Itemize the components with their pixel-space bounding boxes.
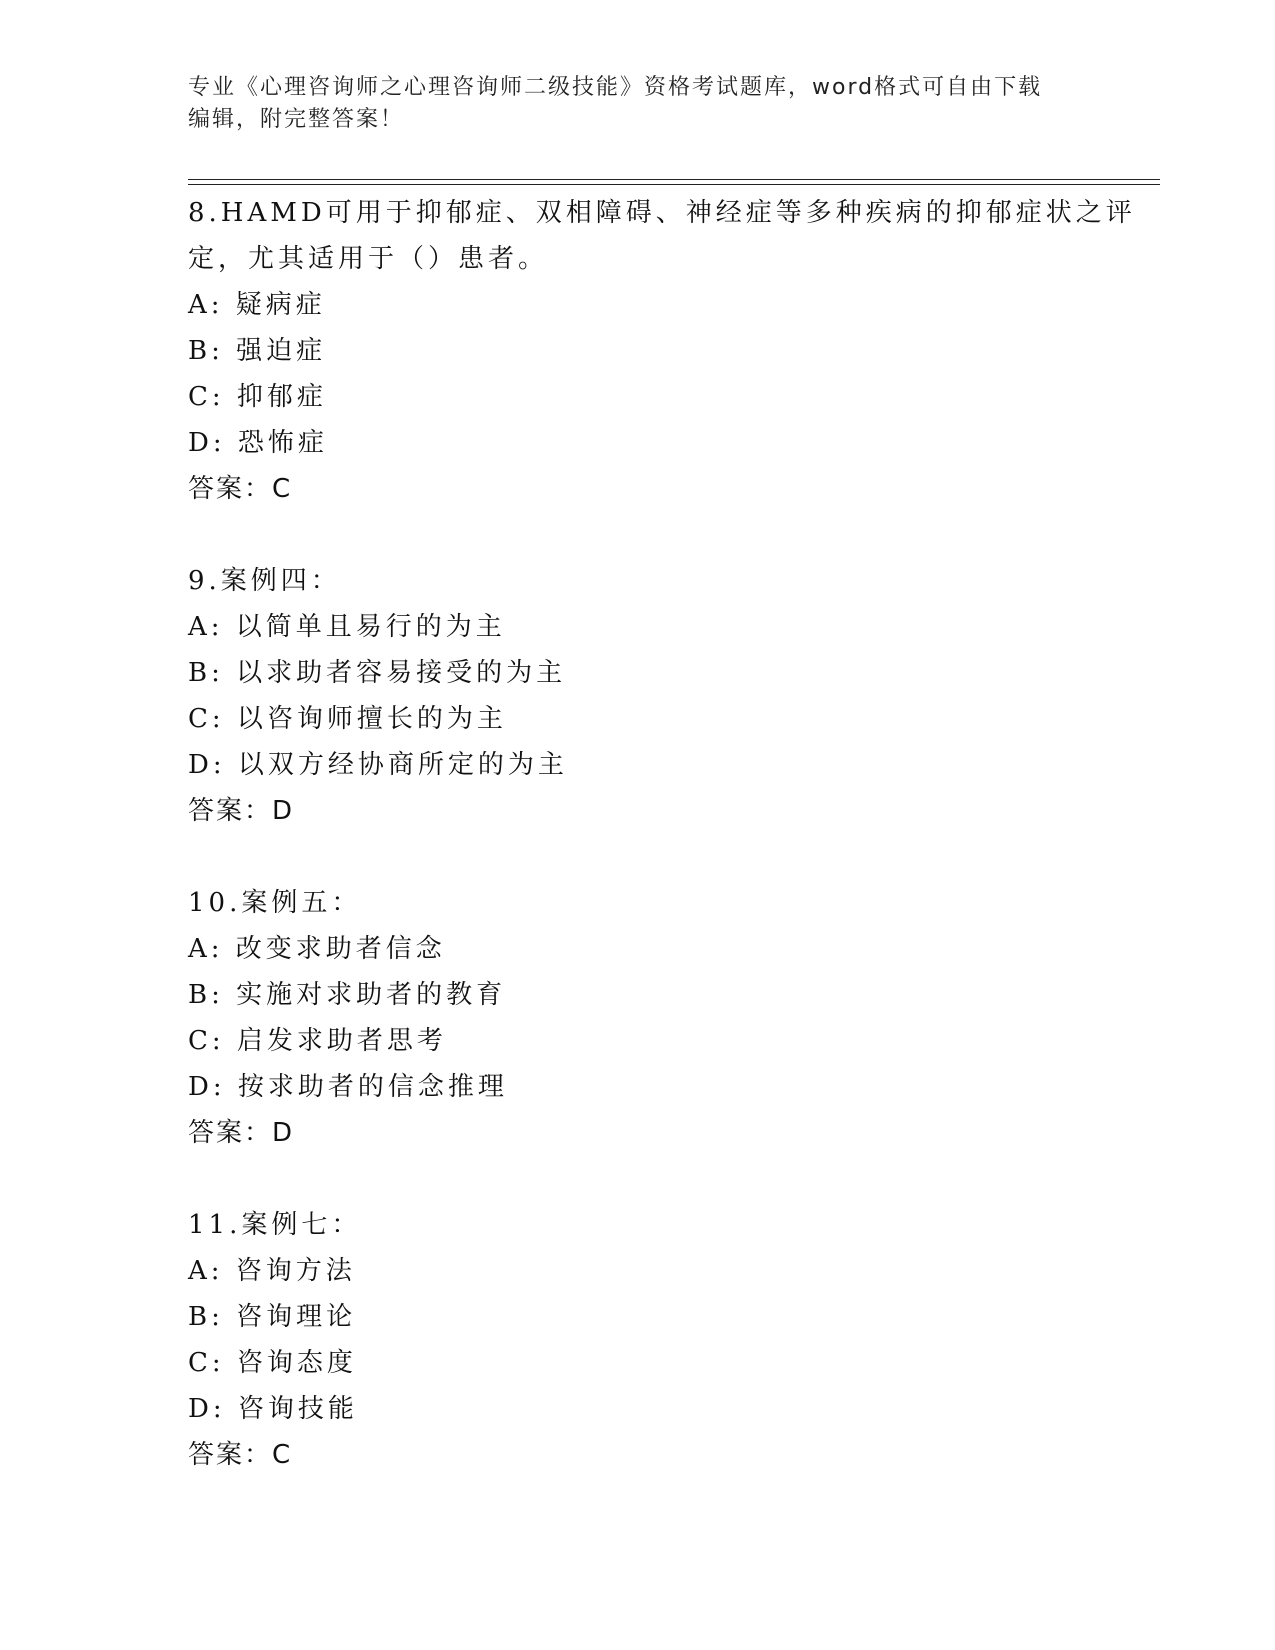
option-b: B: 咨询理论 bbox=[188, 1302, 357, 1332]
option-c: C: 启发求助者思考 bbox=[188, 1026, 447, 1056]
answer: 答案：C bbox=[188, 474, 293, 504]
header-divider-top bbox=[188, 179, 1160, 180]
option-a: A: 改变求助者信念 bbox=[188, 934, 446, 964]
option-b: B: 实施对求助者的教育 bbox=[188, 980, 507, 1010]
question-11 bbox=[188, 1202, 1148, 1478]
option-d: D: 咨询技能 bbox=[188, 1394, 358, 1424]
question-text: 10.案例五： bbox=[188, 888, 362, 918]
question-9 bbox=[188, 558, 1148, 834]
option-c: C: 抑郁症 bbox=[188, 382, 327, 412]
header-divider-bottom bbox=[188, 184, 1160, 185]
option-b: B: 以求助者容易接受的为主 bbox=[188, 658, 567, 688]
question-text: 8.HAMD可用于抑郁症、双相障碍、神经症等多种疾病的抑郁症状之评 bbox=[188, 198, 1136, 228]
question-text-continued: 定，尤其适用于（）患者。 bbox=[188, 244, 549, 274]
option-b: B: 强迫症 bbox=[188, 336, 327, 366]
option-d: D: 恐怖症 bbox=[188, 428, 328, 458]
document-header bbox=[188, 72, 1068, 136]
option-a: A: 疑病症 bbox=[188, 290, 326, 320]
option-c: C: 咨询态度 bbox=[188, 1348, 357, 1378]
question-list bbox=[188, 190, 1148, 1524]
header-line-1: 专业《心理咨询师之心理咨询师二级技能》资格考试题库，word格式可自由下载 bbox=[188, 75, 1043, 100]
option-a: A: 以简单且易行的为主 bbox=[188, 612, 506, 642]
answer: 答案：D bbox=[188, 796, 295, 826]
option-c: C: 以咨询师擅长的为主 bbox=[188, 704, 507, 734]
question-text: 9.案例四： bbox=[188, 566, 341, 596]
header-line-2: 编辑，附完整答案！ bbox=[188, 107, 405, 132]
option-a: A: 咨询方法 bbox=[188, 1256, 356, 1286]
question-10 bbox=[188, 880, 1148, 1156]
option-d: D: 按求助者的信念推理 bbox=[188, 1072, 508, 1102]
question-text: 11.案例七： bbox=[188, 1210, 362, 1240]
option-d: D: 以双方经协商所定的为主 bbox=[188, 750, 568, 780]
question-8 bbox=[188, 190, 1148, 512]
answer: 答案：C bbox=[188, 1440, 293, 1470]
answer: 答案：D bbox=[188, 1118, 295, 1148]
